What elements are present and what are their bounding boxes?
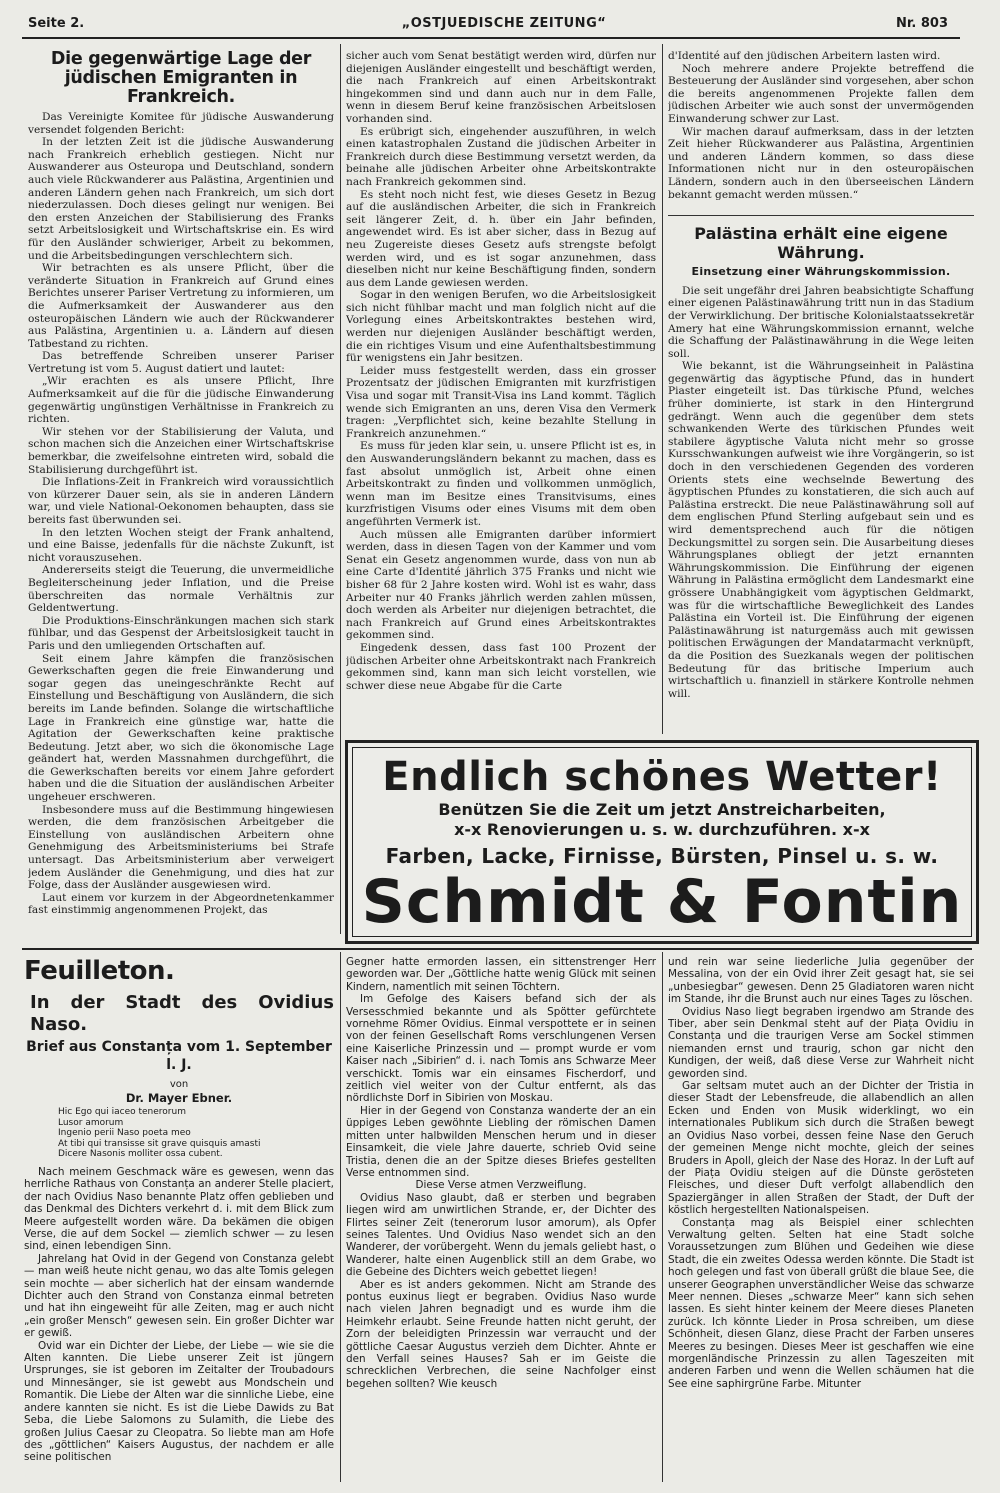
paragraph: Wie bekannt, ist die Währungseinheit in Palästina gegenwärtig das ägyptische Pfund, das in hundert Piaster eingeteilt ist. Das türkische Pfund, welches früher dominierte, ist stark in den Hintergrund gedrängt. Wenn auch die gegenüber dem stets schwankenden Werte des türkischen Pfundes weit stabilere ägyptische Valuta nicht mehr so grosse Kursschwankungen aufweist wie ihre Vorgängerin, so ist doch in den verschiedenen Gegenden des vorderen Orients stets eine wechselnde Bewertung des ägyptischen Pfundes zu konstatieren, die sich auch auf Palästina erstreckt. Die neue Palästinawährung soll auf dem englischen Pfund Sterling aufgebaut sein und es wird dementsprechend auch für die nötigen Deckungsmittel zu sorgen sein. Die Ausarbeitung dieses Währungsplanes obliegt der jetzt ernannten Währungskommission. Die Einführung der eigenen Währung in Palästina ermöglicht dem Landesmarkt eine grössere Unabhängigkeit vom ägyptischen Geldmarkt, was für die wirtschaftliche Beweglichkeit des Landes Palästina ein Vorteil ist. Die Einführung der eigenen Palästinawährung ist naturgemäss auch mit gewissen politischen Erwägungen der Mandatarmacht verknüpft, da die Position des Suezkanals wegen der politischen Bedeutung für das britische Imperium auch wirtschaftlich u. finanziell in stärkere Kontrolle nehmen will. (668, 360, 974, 700)
paragraph: Seit einem Jahre kämpfen die französischen Gewerkschaften gegen die freie Einwanderung und sogar gegen das uneingeschränkte Recht auf Einstellung und Beschäftigung von Ausländern, die sich bereits im Lande befinden. Solange die wirtschaftliche Lage in Frankreich eine günstige war, hatte die Agitation der Gewerkschaften keine praktische Bedeutung. Jetzt aber, wo sich die ökonomische Lage geändert hat, werden Massnahmen durchgeführt, die die Gewerkschaften bereits vor einem Jahre gefordert haben und die die Situation der ausländischen Arbeiter ungeheuer erschweren. (28, 652, 334, 804)
paragraph: d'Identité auf den jüdischen Arbeitern lasten wird. (668, 50, 941, 62)
verse-line: Ingenio perii Naso poeta meo (58, 1128, 191, 1139)
article-emigrants-col1 (28, 50, 334, 940)
paragraph: Ovidius Naso glaubt, daß er sterben und begraben liegen wird am unwirtlichen Strande, er, der Dichter des Flirtes seiner Zeit (tenerorum lusor amorum), als Opfer seines Talentes. Und Ovidius Naso wendet sich an den Wanderer, der vorübergeht. Wenn du jemals geliebt hast, o Wanderer, halte einen Augenblick still an dem Grabe, wo die Gebeine des Dichters weich gebettet liegen! (346, 1191, 656, 1279)
page-number-label: Seite 2. (28, 16, 85, 31)
verse-line: Hic Ego qui iaceo tenerorum (58, 1107, 186, 1117)
column-three (668, 50, 974, 736)
column-divider-4 (662, 952, 663, 1482)
story-subtitle: Brief aus Constanța vom 1. September l. J. (26, 1039, 332, 1073)
paragraph: In den letzten Wochen steigt der Frank anhaltend, und eine Baisse, jedenfalls für die nächste Zukunft, ist nicht vorauszusehen. (28, 526, 334, 564)
paragraph: und rein war seine liederliche Julia gegenüber der Messalina, von der ein Ovid ihrer Zeit gesagt hat, sie sei „unbesiegbar“ gewesen. Denn 25 Gladiatoren waren nicht im Stande, ihr die Brunst auch nur eines Tages zu löschen. (668, 956, 974, 1006)
feuilleton-rule (22, 948, 972, 950)
paragraph: Diese Verse atmen Verzweiflung. (415, 1179, 587, 1192)
paragraph: Laut einem vor kurzem in der Abgeordnetenkammer fast einstimmig angenommenen Projekt, das (28, 891, 334, 917)
paragraph: Hier in der Gegend von Constanza wanderte der an ein üppiges Leben gewöhnte Liebling der römischen Damen mitten unter halbwilden Menschen herum und in dieser Einsamkeit, die viele Jahre dauerte, schrieb Ovid seine Tristia, denen die an der Spitze dieses Briefes gestellten Verse entnommen sind. (346, 1104, 656, 1179)
paragraph: sicher auch vom Senat bestätigt werden wird, dürfen nur diejenigen Ausländer eingestellt und beschäftigt werden, die nach Frankreich auf einen Arbeitskontrakt hingekommen sind und dann auch nur in dem Falle, wenn in diesem Beruf keine französischen Arbeitslosen vorhanden sind. (346, 50, 656, 125)
ad-brand-name: Schmidt & Fontin (361, 867, 963, 937)
paragraph: Aber es ist anders gekommen. Nicht am Strande des pontus euxinus liegt er begraben. Ovidius Naso wurde nach vielen Jahren begnadigt und es wurde ihm die Heimkehr erlaubt. Seine Freunde hatten nicht geruht, der Zorn der beleidigten Prinzessin war verraucht und der göttliche Caesar Augustus verzieh dem Dichter. Ahnte er den Verfall seines Hauses? Sah er im Geiste die schrecklichen Verbrechen, die seine Nachfolger einst begehen sollten? Wie keusch (346, 1278, 656, 1390)
feuilleton-col1 (24, 956, 334, 1486)
column-divider-3 (340, 952, 341, 1482)
feuilleton-title: Feuilleton. (24, 956, 175, 986)
ad-headline: Endlich schönes Wetter! (382, 754, 942, 800)
issue-number: Nr. 803 (895, 16, 948, 31)
paragraph: Im Gefolge des Kaisers befand sich der als Versesschmied bekannte und als Spötter gefürchtete vornehme Römer Ovidius. Einmal verspottete er in seinen von der feinen Gesellschaft Roms verschlungenen Versen eine Kaiserliche Prinzessin und — prompt wurde er vom Kaiser nach „Sibirien“ d. i. nach Tomis ans Schwarze Meer verschickt. Tomis war ein einsames Fischerdorf, und zeitlich viel weiter von der Cultur entfernt, als das nördlichste Dorf in Sibirien von Moskau. (346, 993, 656, 1105)
paragraph: Ovid war ein Dichter der Liebe, der Liebe — wie sie die Alten kannten. Die Liebe unserer Zeit ist jüngern Ursprunges, sie ist geboren im Zeitalter der Troubadours und Minnesänger, sie ist gewebt aus Mondschein und Romantik. Die Liebe der Alten war die sinnliche Liebe, eine andere kannten sie nicht. Es ist die Liebe Dawids zu Bat Seba, die Liebe Salomons zu Sulamith, die Liebe des großen Julius Caesar zu Cleopatra. So liebte man am Hofe des „göttlichen“ Kaisers Augustus, der nachdem er alle seine politischen (24, 1339, 334, 1464)
paragraph: Jahrelang hat Ovid in der Gegend von Constanza gelebt — man weiß heute nicht genau, wo das alte Tomis gelegen sein mochte — aber sicherlich hat der einsam wandernde Dichter auch den Strand von Constanza einmal betreten und hat ihn eingeweiht für alle Zeiten, mag er auch nicht „ein großer Mensch“ gewesen sein. Ein großer Dichter war er gewiß. (24, 1252, 334, 1340)
newspaper-title: „OSTJUEDISCHE ZEITUNG“ (401, 16, 607, 31)
column-divider-1 (340, 44, 341, 934)
ad-line-1: Benützen Sie die Zeit um jetzt Anstreicharbeiten, (438, 800, 886, 819)
header-rule (22, 37, 960, 39)
paragraph: Das betreffende Schreiben unserer Pariser Vertretung ist vom 5. August datiert und lautet: (28, 350, 334, 375)
paragraph: Eingedenk dessen, dass fast 100 Prozent der jüdischen Arbeiter ohne Arbeitskontrakt nach Frankreich gekommen sind, kann man sich leicht vorstellen, wie schwer diese neue Abgabe für die Carte (346, 641, 656, 692)
byline-von: von (169, 1079, 189, 1090)
paragraph: Wir stehen vor der Stabilisierung der Valuta, und schon machen sich die Anzeichen einer Wirtschaftskrise bemerkbar, die zweifelsohne eintreten wird, sobald die Stabilisierung durchgeführt ist. (28, 425, 334, 476)
ad-line-2: x-x Renovierungen u. s. w. durchzuführen. x-x (454, 820, 870, 839)
paragraph: Andererseits steigt die Teuerung, die unvermeidliche Begleiterscheinung jeder Inflation, und die Preise überschreiten das normale Verhältnis zur Geldentwertung. (28, 564, 334, 615)
paragraph: Gar seltsam mutet auch an der Dichter der Tristia in dieser Stadt der Lebensfreude, die allabendlich an allen Ecken und Enden von Musik widerklingt, wo ein internationales Publikum sich durch die Straßen bewegt an Ovidius Naso vorbei, dessen feine Nase den Geruch der gemeinen Menge nicht mochte, gleich der seines Bruders in Apoll, gleich der Nase des Horaz. In der Luft auf der Piața Ovidiu steigen auf die Dünste gerösteten Fleisches, und dieser Duft verfolgt allabendlich den Spaziergänger in allen Straßen der Stadt, der Duft der köstlich hergestellten Nationalspeisen. (668, 1080, 974, 1217)
author-name: Dr. Mayer Ebner. (125, 1091, 233, 1105)
column-divider-2 (662, 44, 663, 734)
article-separator (668, 215, 974, 216)
advertisement-box (345, 740, 979, 944)
paragraph: Noch mehrere andere Projekte betreffend die Besteuerung der Ausländer sind vorgesehen, aber schon die bereits angenommenen Projekte fallen dem jüdischen Arbeiter wie auch sonst der unvermögenden Einwanderung schwer zur Last. (668, 62, 974, 125)
paragraph: „Wir erachten es als unsere Pflicht, Ihre Aufmerksamkeit auf die für die jüdische Einwanderung gegenwärtig ungünstigen Verhältnisse in Frankreich zu richten. (28, 375, 334, 426)
paragraph: Constanța mag als Beispiel einer schlechten Verwaltung gelten. Selten hat eine Stadt solche Voraussetzungen zum Blühen und Gedeihen wie diese Stadt, die ein zweites Odessa werden könnte. Die Stadt ist hoch gelegen und fast von überall grüßt die blaue See, die unserer Geographen unverständlicher Weise das schwarze Meer nennen. Dieses „schwarze Meer“ kann sich sehen lassen. Es sieht hinter keinem der Meere dieses Planeten zurück. Ich könnte Lieder in Prosa schreiben, um diese Schönheit, diesen Glanz, diese Pracht der Farben unseres Meeres zu besingen. Dieses Meer ist geschaffen wie eine morgenländische Prinzessin zu allen Tageszeiten mit anderen Farben und wenn die Wellen schäumen hat die See eine saphirgrüne Farbe. Mitunter (668, 1216, 974, 1390)
paragraph: Leider muss festgestellt werden, dass ein grosser Prozentsatz der jüdischen Emigranten mit kurzfristigen Visa und sogar mit Transit-Visa ins Land kommt. Täglich wende sich Emigranten an uns, deren Visa den Vermerk tragen: „Verpflichtet sich, keine bezahlte Stellung in Frankreich anzunehmen.“ (346, 364, 656, 440)
feuilleton-col2 (346, 956, 656, 1486)
paragraph: Die seit ungefähr drei Jahren beabsichtigte Schaffung einer eigenen Palästinawährung tritt nun in das Stadium der Verwirklichung. Der britische Kolonialstaatssekretär Amery hat eine Währungskommission ernannt, welche die Schaffung der Palästinawährung in die Wege leiten soll. (668, 284, 974, 360)
feuilleton-col3 (668, 956, 974, 1486)
paragraph: Wir betrachten es als unsere Pflicht, über die veränderte Situation in Frankreich auf Grund eines Berichtes unserer Pariser Vertretung zu informieren, um die Aufmerksamkeit der Auswanderer aus den osteuropäischen Ländern wie auch der Rückwanderer aus Palästina, Argentinien u. a. Ländern auf diesen Tatbestand zu richten. (28, 262, 334, 350)
verse-line: Lusor amorum (58, 1117, 124, 1128)
paragraph: Nach meinem Geschmack wäre es gewesen, wenn das herrliche Rathaus von Constanța an anderer Stelle placiert, der nach Ovidius Naso benannte Platz offen geblieben und das Denkmal des Dichters verkehrt d. i. mit dem Blick zum Meere aufgestellt worden wäre. Da bekämen die obigen Verse, die auf dem Sockel — ziemlich schwer — zu lesen sind, einen lebendigen Sinn. (24, 1165, 334, 1253)
paragraph: In der letzten Zeit ist die jüdische Auswanderung nach Frankreich erheblich gestiegen. Nicht nur Auswanderer aus Osteuropa und Deutschland, sondern auch viele Rückwanderer aus Palästina, Argentinien und anderen Ländern gehen nach Frankreich, um sich dort niederzulassen. Doch dieses gelingt nur wenigen. Bei den ersten Anzeichen der Stabilisierung des Franks setzt Arbeitslosigkeit und Wirtschaftskrise ein. Es wird für den Ausländer schwieriger, Arbeit zu bekommen, und die Arbeitsbedingungen verschlechtern sich. (28, 136, 334, 262)
paragraph: Es erübrigt sich, eingehender auszuführen, in welch einen katastrophalen Zustand die jüdischen Arbeiter in Frankreich durch diese Bestimmung versetzt werden, da beinahe alle jüdischen Arbeiter ohne Arbeitskontrakte nach Frankreich gekommen sind. (346, 125, 656, 188)
verse-block (58, 1107, 334, 1160)
verse-line: At tibi qui transisse sit grave quisquis amasti (58, 1138, 261, 1149)
paragraph: Die Produktions-Einschränkungen machen sich stark fühlbar, und das Gespenst der Arbeitslosigkeit taucht in Paris und den umliegenden Ortschaften auf. (28, 614, 334, 652)
paragraph: Insbesondere muss auf die Bestimmung hingewiesen werden, die dem französischen Arbeitgeber die Einstellung von ausländischen Arbeitern ohne Genehmigung des Arbeitsministeriums bei Strafe untersagt. Das Arbeitsministerium aber verweigert jedem Ausländer die Genehmigung, und dies hat zur Folge, dass der Ausländer ausgewiesen wird. (28, 803, 334, 892)
paragraph: Es steht noch nicht fest, wie dieses Gesetz in Bezug auf die ausländischen Arbeiter, die sich in Frankreich seit längerer Zeit, d. h. über ein Jahr befinden, angewendet wird. Es ist aber sicher, dass in Bezug auf neu Zugereiste dieses Gesetz aufs strengste befolgt werden wird, und es ist sogar anzunehmen, dass dieselben nicht nur keine Beschäftigung finden, sondern aus dem Lande gewiesen werden. (346, 188, 656, 289)
paragraph: Sogar in den wenigen Berufen, wo die Arbeitslosigkeit sich nicht fühlbar macht und man folglich nicht auf die Vorlegung eines Arbeitskontraktes bestehen wird, werden nur diejenigen Ausländer beschäftigt werden, die ein richtiges Visum und eine Aufenthaltsbestimmung für wenigstens ein Jahr besitzen. (346, 289, 656, 365)
article-emigrants-col2 (346, 50, 656, 736)
paragraph: Das Vereinigte Komitee für jüdische Auswanderung versendet folgenden Bericht: (28, 111, 334, 136)
paragraph: Gegner hatte ermorden lassen, ein sittenstrenger Herr geworden war. Der „Göttliche hatte wenig Glück mit seinen Kindern, namentlich mit seinen Töchtern. (346, 956, 656, 993)
article-emigrants-title: Die gegenwärtige Lage der jüdischen Emigranten in Frankreich. (50, 50, 312, 107)
paragraph: Wir machen darauf aufmerksam, dass in der letzten Zeit hieher Rückwanderer aus Palästina, Argentinien und anderen Ländern kommen, so dass diese Informationen nicht nur in den osteuropäischen Ländern, sondern auch in den überseeischen Ländern bekannt gemacht werden müssen.“ (668, 125, 974, 201)
paragraph: Auch müssen alle Emigranten darüber informiert werden, dass in diesen Tagen von der Kammer und vom Senat ein Gesetz angenommen wurde, dass von nun ab eine Carte d'Identité jährlich 375 Franks und nicht wie bisher 68 für 2 Jahre kosten wird. Wohl ist es wahr, dass Arbeiter nur 40 Franks jährlich werden zahlen müssen, doch werden als Arbeiter nur diejenigen betrachtet, die nach Frankreich auf Grund eines Arbeitskontraktes gekommen sind. (346, 528, 656, 642)
verse-line: Dicere Nasonis molliter ossa cubent. (58, 1149, 223, 1160)
paragraph: Ovidius Naso liegt begraben irgendwo am Strande des Tiber, aber sein Denkmal steht auf der Piața Ovidiu in Constanța und die traurigen Verse am Sockel stimmen niemanden ernst und traurig, schon gar nicht den Kundigen, der weiß, daß diese Verse zur Wahrheit nicht geworden sind. (668, 1005, 974, 1080)
article-palestine-title: Palästina erhält eine eigene Währung. (694, 224, 948, 263)
paragraph: Es muss für jeden klar sein, u. unsere Pflicht ist es, in den Auswanderungsländern bekannt zu machen, dass es fast absolut unmöglich ist, Arbeit ohne einen Arbeitskontrakt zu finden und vollkommen unmöglich, wenn man im Besitze eines Transitvisums, eines kurzfristigen Visums oder eines Visums mit dem oben angeführten Vermerk ist. (346, 440, 656, 528)
article-palestine-subtitle: Einsetzung einer Währungskommission. (691, 265, 951, 279)
story-title: In der Stadt des Ovidius Naso. (30, 992, 334, 1035)
paragraph: Die Inflations-Zeit in Frankreich wird voraussichtlich von kürzerer Dauer sein, als sie in anderen Ländern war, und viele National-Oekonomen behaupten, dass sie bereits fast überwunden sei. (28, 476, 334, 526)
advertisement-inner (352, 747, 972, 937)
ad-line-3: Farben, Lacke, Firnisse, Bürsten, Pinsel u. s. w. (385, 844, 939, 868)
